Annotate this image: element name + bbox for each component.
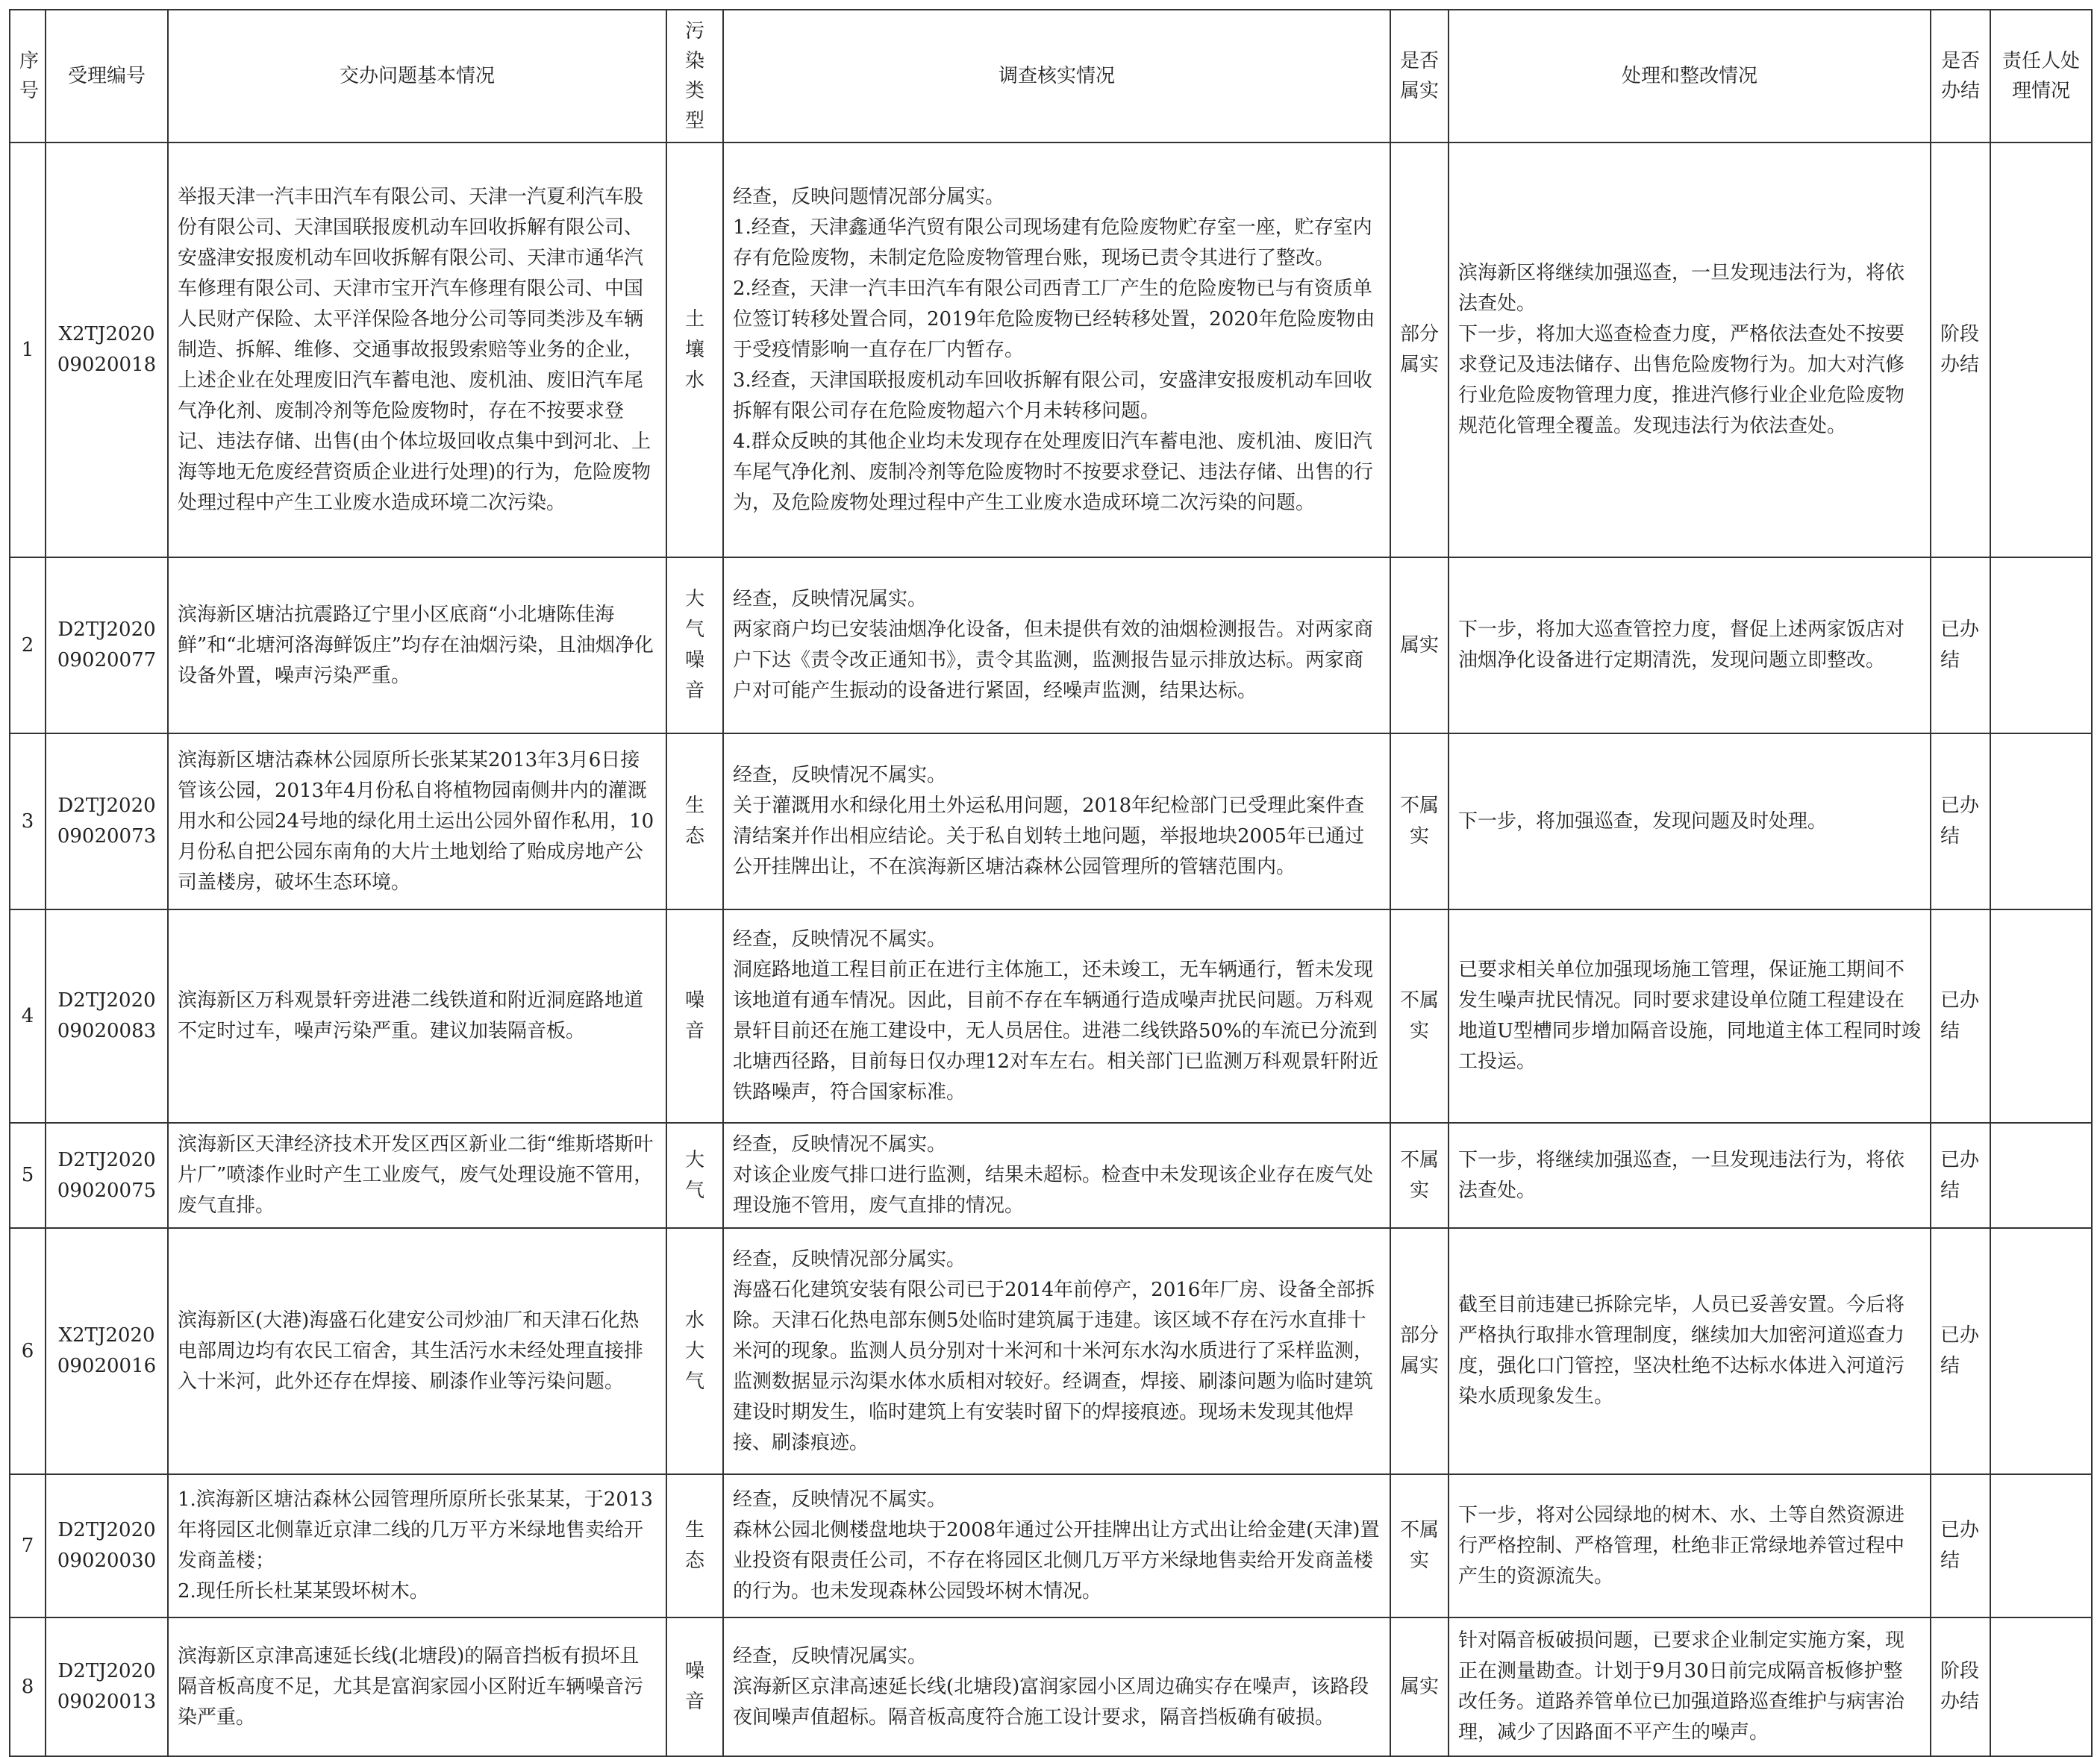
handling-paragraph: 下一步，将加大巡查检查力度，严格依法查处不按要求登记及违法储存、出售危险废物行为。加大对汽修行业危险废物管理力度，推进汽修行业企业危险废物规范化管理全覆盖。发现违法行为依法查处。 <box>1458 323 1905 437</box>
handling-paragraph: 滨海新区将继续加强巡查，一旦发现违法行为，将依法查处。 <box>1458 262 1905 315</box>
investigation-paragraph: 经查，反映情况不属实。 <box>733 1488 947 1511</box>
cell-pollution: 噪音 <box>666 1617 723 1756</box>
cell-seq: 7 <box>10 1474 46 1617</box>
header-closed: 是否办结 <box>1931 10 1990 142</box>
cell-handling <box>1449 557 1931 733</box>
table-row <box>10 1617 2092 1756</box>
cell-id: D2TJ202009020083 <box>46 909 168 1123</box>
cell-investigation <box>723 1474 1390 1617</box>
cell-id: D2TJ202009020013 <box>46 1617 168 1756</box>
table-row <box>10 557 2092 733</box>
cell-handling <box>1449 909 1931 1123</box>
cell-issue <box>168 1228 666 1474</box>
cell-handling <box>1449 733 1931 909</box>
issue-paragraph: 滨海新区万科观景轩旁进港二线铁道和附近洞庭路地道不定时过车，噪声污染严重。建议加装隔音板。 <box>178 989 644 1042</box>
investigation-paragraph: 4.群众反映的其他企业均未发现存在处理废旧汽车蓄电池、废机油、废旧汽车尾气净化剂、废制冷剂等危险废物时不按要求登记、违法存储、出售的行为，及危险废物处理过程中产生工业废水造成环境二次污染的问题。 <box>733 430 1374 514</box>
cell-handling <box>1449 1123 1931 1228</box>
cell-investigation <box>723 909 1390 1123</box>
table-row <box>10 142 2092 557</box>
cell-verified: 属实 <box>1390 557 1449 733</box>
investigation-paragraph: 1.经查，天津鑫通华汽贸有限公司现场建有危险废物贮存室一座，贮存室内存有危险废物，未制定危险废物管理台账，现场已责令其进行了整改。 <box>733 216 1372 269</box>
cell-handling <box>1449 1617 1931 1756</box>
table-row <box>10 1123 2092 1228</box>
cell-id: X2TJ202009020018 <box>46 142 168 557</box>
handling-paragraph: 已要求相关单位加强现场施工管理，保证施工期间不发生噪声扰民情况。同时要求建设单位随工程建设在地道U型槽同步增加隔音设施，同地道主体工程同时竣工投运。 <box>1458 959 1921 1073</box>
cell-seq: 1 <box>10 142 46 557</box>
handling-paragraph: 下一步，将加大巡查管控力度，督促上述两家饭店对油烟净化设备进行定期清洗，发现问题立即整改。 <box>1458 618 1905 671</box>
investigation-paragraph: 滨海新区京津高速延长线(北塘段)富润家园小区周边确实存在噪声，该路段夜间噪声值超标。隔音板高度符合施工设计要求，隔音挡板确有破损。 <box>733 1675 1369 1729</box>
cell-verified: 不属实 <box>1390 1123 1449 1228</box>
cell-closed: 已办结 <box>1931 733 1990 909</box>
cell-issue <box>168 557 666 733</box>
cell-responsible <box>1990 142 2092 557</box>
cell-id: D2TJ202009020075 <box>46 1123 168 1228</box>
cell-verified: 部分属实 <box>1390 1228 1449 1474</box>
cell-id: D2TJ202009020077 <box>46 557 168 733</box>
cell-pollution: 生态 <box>666 733 723 909</box>
cell-seq: 4 <box>10 909 46 1123</box>
cell-verified: 不属实 <box>1390 909 1449 1123</box>
cell-seq: 2 <box>10 557 46 733</box>
handling-paragraph: 截至目前违建已拆除完毕，人员已妥善安置。今后将严格执行取排水管理制度，继续加大加密河道巡查力度，强化口门管控，坚决杜绝不达标水体进入河道污染水质现象发生。 <box>1458 1294 1905 1408</box>
cell-investigation <box>723 142 1390 557</box>
investigation-paragraph: 经查，反映情况属实。 <box>733 1644 928 1667</box>
issue-paragraph: 滨海新区塘沽森林公园原所长张某某2013年3月6日接管该公园，2013年4月份私自将植物园南侧井内的灌溉用水和公园24号地的绿化用土运出公园外留作私用，10月份私自把公园东南角的大片土地划给了贻成房地产公司盖楼房，破坏生态环境。 <box>178 748 654 894</box>
table-header-row <box>10 10 2092 142</box>
handling-paragraph: 下一步，将对公园绿地的树木、水、土等自然资源进行严格控制、严格管理，杜绝非正常绿地养管过程中产生的资源流失。 <box>1458 1503 1905 1588</box>
investigation-paragraph: 3.经查，天津国联报废机动车回收拆解有限公司，安盛津安报废机动车回收拆解有限公司存在危险废物超六个月未转移问题。 <box>733 369 1372 422</box>
cell-handling <box>1449 142 1931 557</box>
issue-paragraph: 2.现任所长杜某某毁坏树木。 <box>178 1580 429 1603</box>
cell-pollution: 生态 <box>666 1474 723 1617</box>
cell-issue <box>168 1123 666 1228</box>
cell-verified: 属实 <box>1390 1617 1449 1756</box>
cell-responsible <box>1990 1123 2092 1228</box>
cell-pollution: 噪音 <box>666 909 723 1123</box>
investigation-paragraph: 经查，反映情况不属实。 <box>733 1133 947 1156</box>
investigation-paragraph: 关于灌溉用水和绿化用土外运私用问题，2018年纪检部门已受理此案件查清结案并作出相应结论。关于私自划转土地问题，举报地块2005年已通过公开挂牌出让，不在滨海新区塘沽森林公园管理所的管辖范围内。 <box>733 795 1365 878</box>
cell-handling <box>1449 1228 1931 1474</box>
handling-paragraph: 下一步，将加强巡查，发现问题及时处理。 <box>1458 809 1828 833</box>
cell-pollution: 大气噪音 <box>666 557 723 733</box>
cell-issue <box>168 733 666 909</box>
cell-investigation <box>723 1617 1390 1756</box>
header-verified: 是否属实 <box>1390 10 1449 142</box>
issue-paragraph: 滨海新区(大港)海盛石化建安公司炒油厂和天津石化热电部周边均有农民工宿舍，其生活污水未经处理直接排入十米河，此外还存在焊接、刷漆作业等污染问题。 <box>178 1309 644 1393</box>
cell-seq: 6 <box>10 1228 46 1474</box>
handling-paragraph: 下一步，将继续加强巡查，一旦发现违法行为，将依法查处。 <box>1458 1148 1905 1202</box>
issue-paragraph: 1.滨海新区塘沽森林公园管理所原所长张某某，于2013年将园区北侧靠近京津二线的几万平方米绿地售卖给开发商盖楼； <box>178 1488 653 1572</box>
cell-id: D2TJ202009020030 <box>46 1474 168 1617</box>
cell-responsible <box>1990 733 2092 909</box>
table-row <box>10 1474 2092 1617</box>
header-investigation: 调查核实情况 <box>723 10 1390 142</box>
investigation-paragraph: 经查，反映情况不属实。 <box>733 928 947 950</box>
cell-responsible <box>1990 909 2092 1123</box>
issue-paragraph: 举报天津一汽丰田汽车有限公司、天津一汽夏利汽车股份有限公司、天津国联报废机动车回收拆解有限公司、安盛津安报废机动车回收拆解有限公司、天津市通华汽车修理有限公司、天津市宝开汽车修理有限公司、中国人民财产保险、太平洋保险各地分公司等同类涉及车辆制造、拆解、维修、交通事故报毁索赔等业务的企业，上述企业在处理废旧汽车蓄电池、废机油、废旧汽车尾气净化剂、废制冷剂等危险废物时，存在不按要求登记、违法存储、出售(由个体垃圾回收点集中到河北、上海等地无危废经营资质企业进行处理)的行为，危险废物处理过程中产生工业废水造成环境二次污染。 <box>178 185 651 514</box>
investigation-paragraph: 2.经查，天津一汽丰田汽车有限公司西青工厂产生的危险废物已与有资质单位签订转移处置合同，2019年危险废物已经转移处置，2020年危险废物由于受疫情影响一直存在厂内暂存。 <box>733 277 1375 361</box>
table-row <box>10 909 2092 1123</box>
table-row <box>10 1228 2092 1474</box>
cell-investigation <box>723 733 1390 909</box>
cell-issue <box>168 1474 666 1617</box>
cell-id: X2TJ202009020016 <box>46 1228 168 1474</box>
header-handling: 处理和整改情况 <box>1449 10 1931 142</box>
cell-closed: 已办结 <box>1931 1123 1990 1228</box>
cell-verified: 部分属实 <box>1390 142 1449 557</box>
cell-closed: 已办结 <box>1931 1474 1990 1617</box>
header-pollution: 污染类型 <box>666 10 723 142</box>
investigation-paragraph: 对该企业废气排口进行监测，结果未超标。检查中未发现该企业存在废气处理设施不管用，废气直排的情况。 <box>733 1164 1374 1217</box>
issue-paragraph: 滨海新区塘沽抗震路辽宁里小区底商“小北塘陈佳海鲜”和“北塘河洛海鲜饭庄”均存在油烟污染，且油烟净化设备外置，噪声污染严重。 <box>178 603 654 687</box>
investigation-paragraph: 两家商户均已安装油烟净化设备，但未提供有效的油烟检测报告。对两家商户下达《责令改正通知书》，责令其监测，监测报告显示排放达标。两家商户对可能产生振动的设备进行紧固，经噪声监测，结果达标。 <box>733 618 1374 702</box>
cell-id: D2TJ202009020073 <box>46 733 168 909</box>
cell-closed: 阶段办结 <box>1931 1617 1990 1756</box>
investigation-paragraph: 经查，反映情况属实。 <box>733 588 928 610</box>
header-seq: 序号 <box>10 10 46 142</box>
cell-responsible <box>1990 557 2092 733</box>
cell-pollution: 大气 <box>666 1123 723 1228</box>
cell-closed: 阶段办结 <box>1931 142 1990 557</box>
cell-seq: 3 <box>10 733 46 909</box>
header-issue: 交办问题基本情况 <box>168 10 666 142</box>
cell-issue <box>168 142 666 557</box>
cell-pollution: 土壤水 <box>666 142 723 557</box>
investigation-paragraph: 经查，反映情况部分属实。 <box>733 1247 966 1271</box>
investigation-paragraph: 经查，反映问题情况部分属实。 <box>733 185 1005 208</box>
cell-responsible <box>1990 1617 2092 1756</box>
cell-verified: 不属实 <box>1390 733 1449 909</box>
investigation-paragraph: 经查，反映情况不属实。 <box>733 764 947 786</box>
header-responsible: 责任人处理情况 <box>1990 10 2092 142</box>
cell-closed: 已办结 <box>1931 557 1990 733</box>
cell-closed: 已办结 <box>1931 1228 1990 1474</box>
investigation-paragraph: 海盛石化建筑安装有限公司已于2014年前停产，2016年厂房、设备全部拆除。天津石化热电部东侧5处临时建筑属于违建。该区域不存在污水直排十米河的现象。监测人员分别对十米河和十米河东水沟水质进行了采样监测，监测数据显示沟渠水体水质相对较好。经调查，焊接、刷漆问题为临时建筑建设时期发生，临时建筑上有安装时留下的焊接痕迹。现场未发现其他焊接、刷漆痕迹。 <box>733 1278 1375 1454</box>
handling-paragraph: 针对隔音板破损问题，已要求企业制定实施方案，现正在测量勘查。计划于9月30日前完成隔音板修护整改任务。道路养管单位已加强道路巡查维护与病害治理，减少了因路面不平产生的噪声。 <box>1458 1629 1905 1744</box>
cell-responsible <box>1990 1474 2092 1617</box>
complaint-table <box>9 9 2093 1757</box>
cell-investigation <box>723 557 1390 733</box>
cell-investigation <box>723 1123 1390 1228</box>
investigation-paragraph: 洞庭路地道工程目前正在进行主体施工，还未竣工，无车辆通行，暂未发现该地道有通车情况。因此，目前不存在车辆通行造成噪声扰民问题。万科观景轩目前还在施工建设中，无人员居住。进港二线铁路50%的车流已分流到北塘西径路，目前每日仅办理12对车左右。相关部门已监测万科观景轩附近铁路噪声，符合国家标准。 <box>733 959 1379 1103</box>
cell-responsible <box>1990 1228 2092 1474</box>
cell-issue <box>168 1617 666 1756</box>
issue-paragraph: 滨海新区天津经济技术开发区西区新业二街“维斯塔斯叶片厂”喷漆作业时产生工业废气，废气处理设施不管用，废气直排。 <box>178 1133 654 1217</box>
cell-verified: 不属实 <box>1390 1474 1449 1617</box>
cell-investigation <box>723 1228 1390 1474</box>
cell-pollution: 水大气 <box>666 1228 723 1474</box>
investigation-paragraph: 森林公园北侧楼盘地块于2008年通过公开挂牌出让方式出让给金建(天津)置业投资有限责任公司，不存在将园区北侧几万平方米绿地售卖给开发商盖楼的行为。也未发现森林公园毁坏树木情况。 <box>733 1519 1380 1603</box>
header-id: 受理编号 <box>46 10 168 142</box>
cell-issue <box>168 909 666 1123</box>
cell-seq: 5 <box>10 1123 46 1228</box>
cell-handling <box>1449 1474 1931 1617</box>
cell-closed: 已办结 <box>1931 909 1990 1123</box>
cell-seq: 8 <box>10 1617 46 1756</box>
issue-paragraph: 滨海新区京津高速延长线(北塘段)的隔音挡板有损坏且隔音板高度不足，尤其是富润家园小区附近车辆噪音污染严重。 <box>178 1644 644 1729</box>
table-row <box>10 733 2092 909</box>
